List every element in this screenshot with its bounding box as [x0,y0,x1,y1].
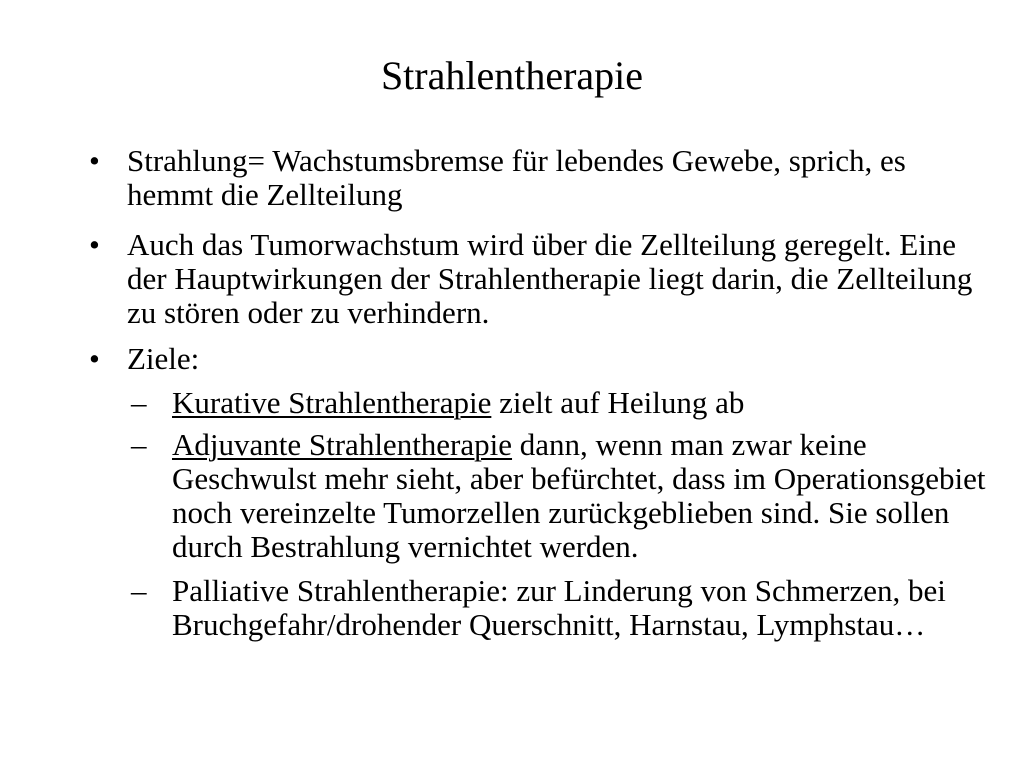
dash-marker: – [131,427,147,462]
dash-marker: – [131,385,147,420]
bullet-item [89,143,987,212]
bullet-text: Auch das Tumorwachstum wird über die Zellteilung geregelt. Eine der Hauptwirkungen der Strahlentherapie liegt darin, die Zellteilung zu stören oder zu verhindern. [127,227,973,330]
bullet-item [89,227,987,330]
dash-marker: – [131,573,147,608]
bullet-marker: • [89,143,100,178]
bullet-marker: • [89,341,100,376]
bullet-text: Ziele: [127,341,200,376]
sub-bullet-text: zielt auf Heilung ab [491,385,745,420]
bullet-text: Strahlung= Wachstumsbremse für lebendes Gewebe, sprich, es hemmt die Zellteilung [127,143,906,212]
sub-bullet-text: Palliative Strahlentherapie: zur Linderung von Schmerzen, bei Bruchgefahr/drohender Querschnitt, Harnstau, Lymphstau… [172,573,946,642]
underlined-term: Adjuvante Strahlentherapie [172,427,513,462]
bullet-marker: • [89,227,100,262]
sub-bullet-item [131,385,992,420]
sub-bullet-item [131,427,992,564]
sub-bullet-text: dann, wenn man zwar keine Geschwulst mehr sieht, aber befürchtet, dass im Operationsgebiet noch vereinzelte Tumorzellen zurückgeblieben sind. Sie sollen durch Bestrahlung vernichtet werden. [172,427,986,564]
slide-body [0,144,1024,642]
bullet-item [89,341,987,376]
sub-bullet-item [131,573,992,642]
underlined-term: Kurative Strahlentherapie [172,385,492,420]
slide-title: Strahlentherapie [380,53,644,98]
